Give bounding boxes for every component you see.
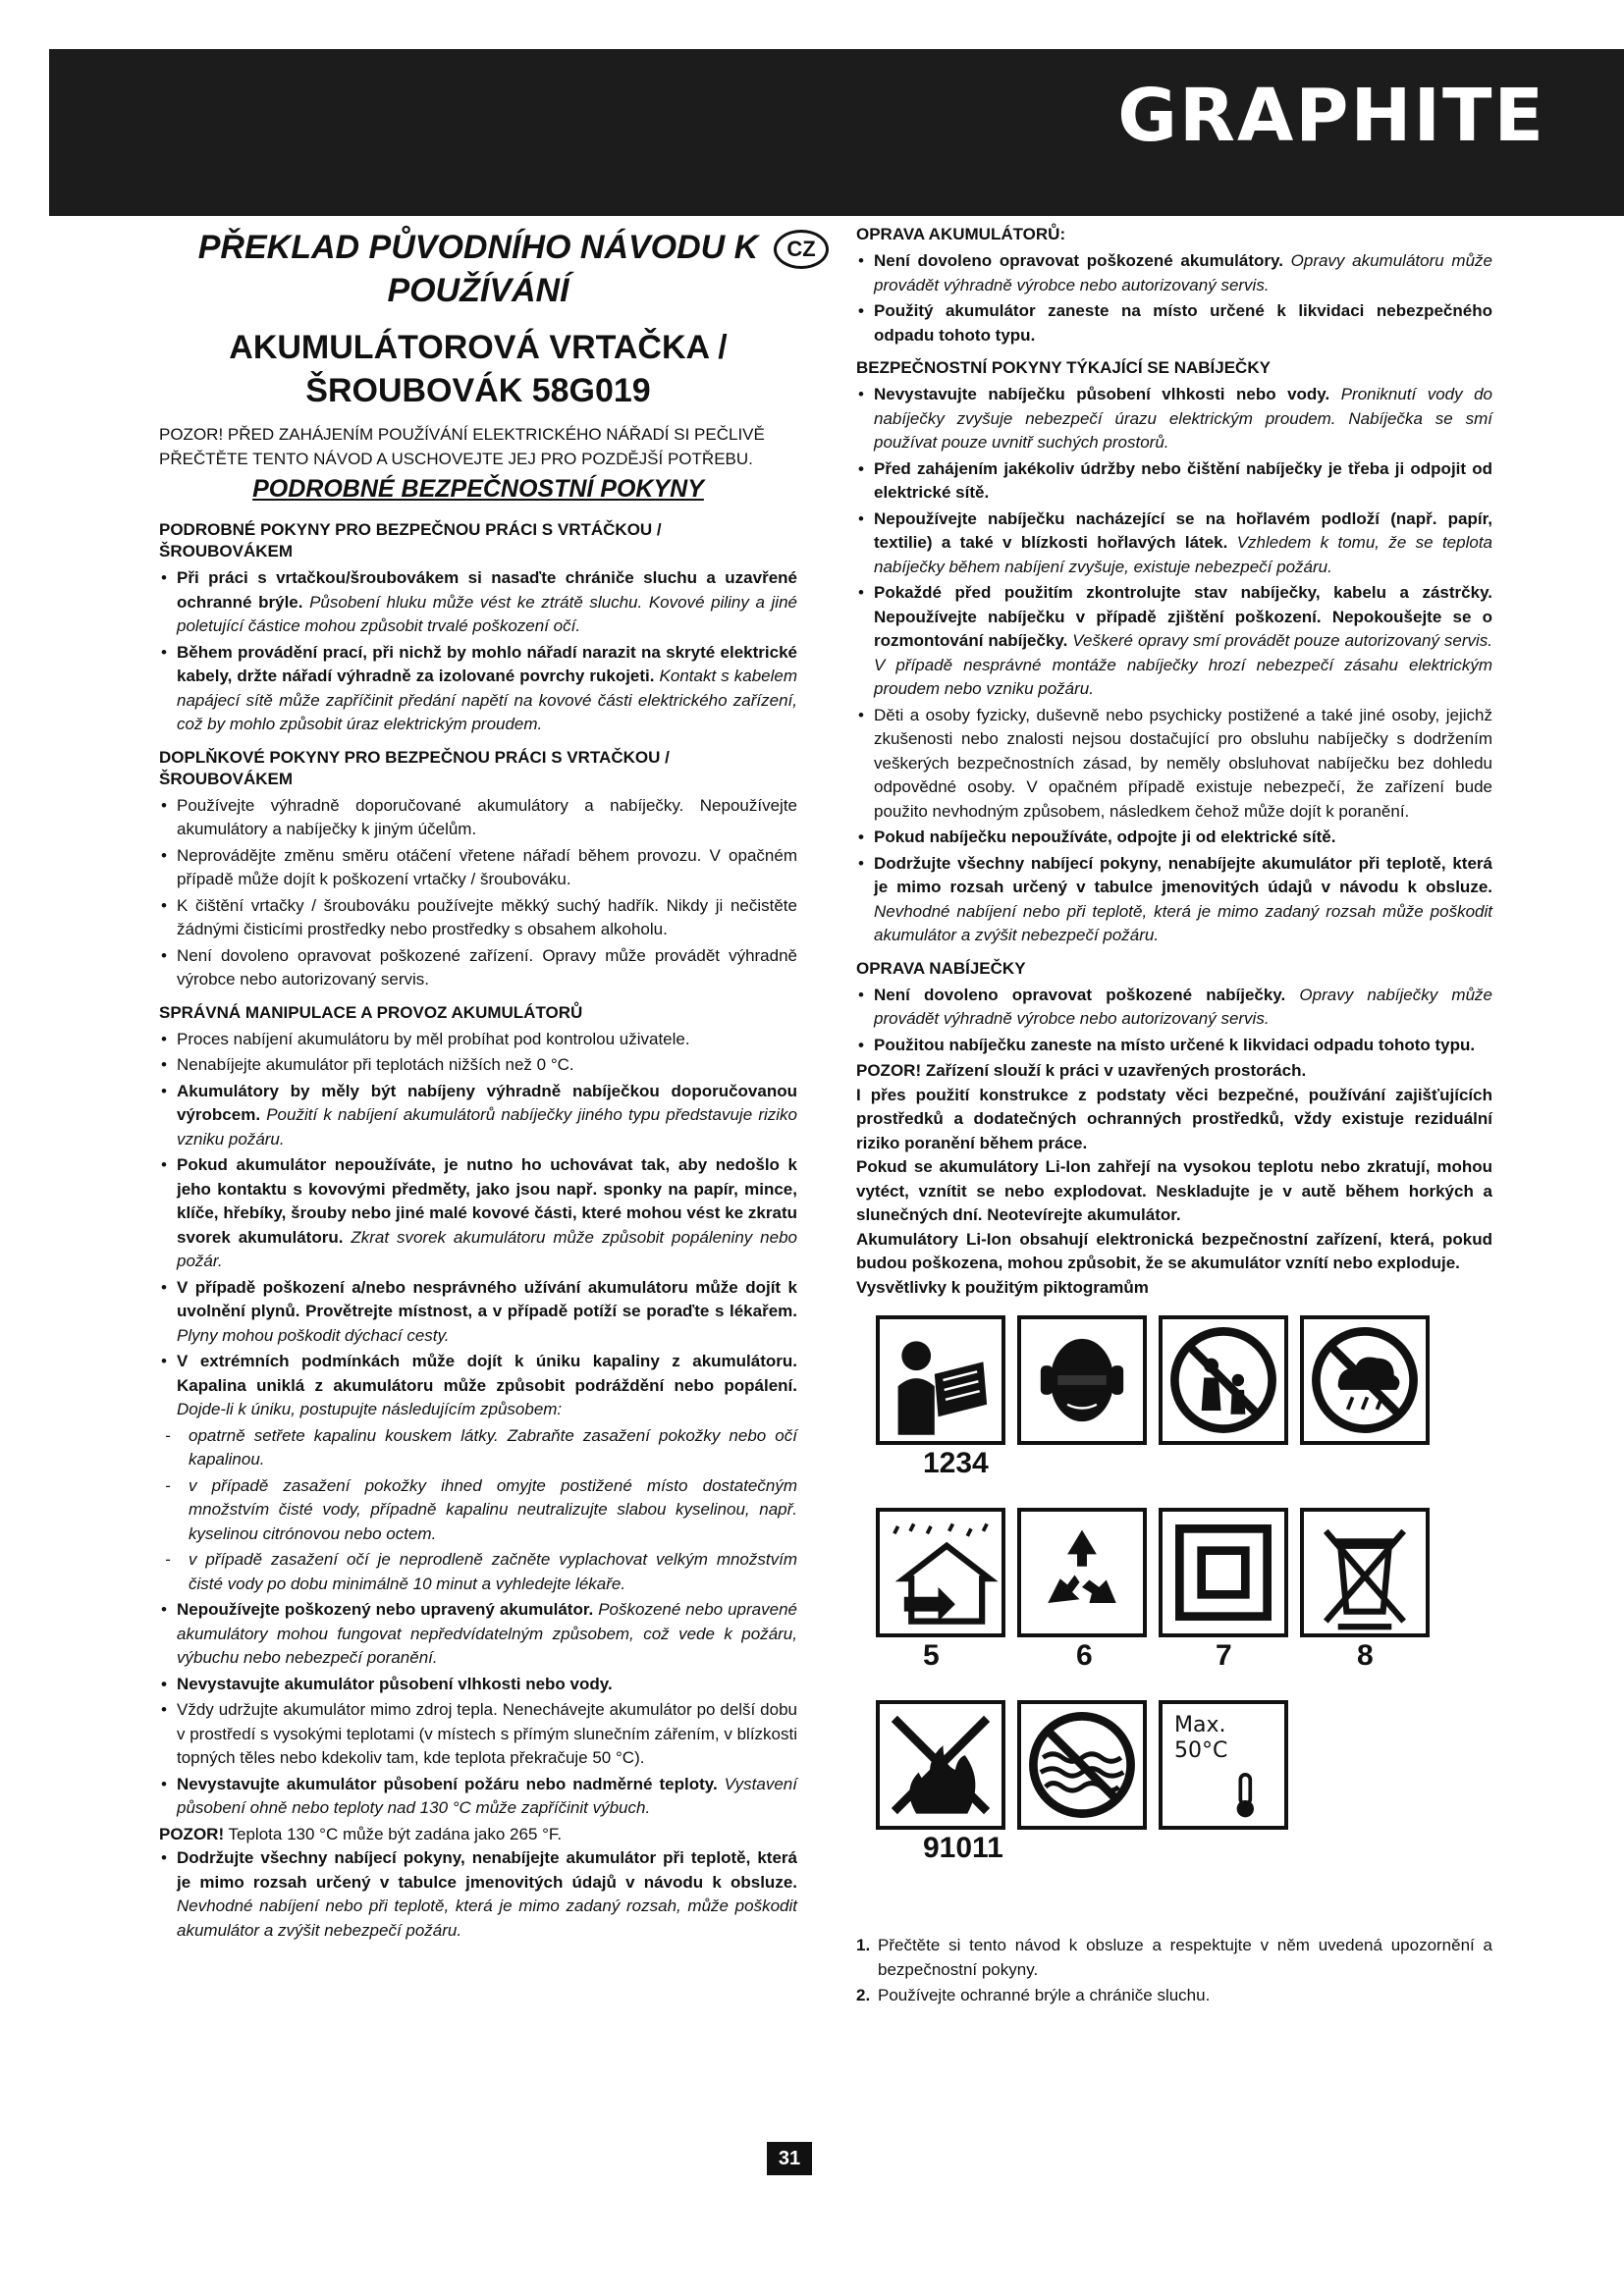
bullet-list [159, 1028, 797, 1821]
picto-label-row3: 91011 [923, 1832, 1003, 1864]
weee-bin-icon [1300, 1508, 1430, 1637]
picto-label-7: 7 [1216, 1639, 1232, 1672]
bullet-list [856, 984, 1492, 1058]
list-subitem: - v případě zasažení očí je neprodleně začněte vyplachovat velkým množstvím čisté vody po dobu minimálně 10 minut a vyhledejte lékaře. [159, 1548, 797, 1596]
read-manual-icon [876, 1315, 1005, 1445]
paragraph: Akumulátory Li-Ion obsahují elektronická bezpečnostní zařízení, která, pokud budou poškozena, mohou způsobit, že se akumulátor vznítí nebo exploduje. [856, 1229, 1492, 1272]
max-label: Max. [1174, 1713, 1226, 1737]
list-item: • Není dovoleno opravovat poškozené akumulátory. Opravy akumulátoru může provádět výhradně výrobce nebo autorizovaný servis. [856, 249, 1492, 297]
paragraph: Pokud se akumulátory Li-Ion zahřejí na vysokou teplotu nebo zkratují, mohou vytéct, vznítit se nebo explodovat. Neskladujte je v autě během horkých a slunečných dní. Neotevírejte akumulátor. [856, 1157, 1492, 1224]
list-item: • Nepoužívejte poškozený nebo upravený akumulátor. Poškozené nebo upravené akumulátory mohou fungovat nepředvídatelným způsobem, což vede k požáru, výbuchu nebo nebezpečí poranění. [159, 1598, 797, 1671]
list-item: • Pokaždé před použitím zkontrolujte stav nabíječky, kabelu a zástrčky. Nepoužívejte nabíječku v případě zjištění poškození. Nepokoušejte se o rozmontování nabíječky. Veškeré opravy smí provádět pouze autorizovaný servis. V případě nesprávné montáže nabíječky hrozí nebezpečí zásahu elektrickým proudem nebo vzniku požáru. [856, 581, 1492, 702]
list-item: • Nevystavujte akumulátor působení vlhkosti nebo vody. [159, 1673, 797, 1697]
section-heading: SPRÁVNÁ MANIPULACE A PROVOZ AKUMULÁTORŮ [159, 1002, 583, 1022]
section-heading: PODROBNÉ POKYNY PRO BEZPEČNOU PRÁCI S VRTÁČKOU / ŠROUBOVÁKEM [159, 520, 662, 561]
warning-intro: POZOR! PŘED ZAHÁJENÍM POUŽÍVÁNÍ ELEKTRICKÉHO NÁŘADÍ SI PEČLIVĚ PŘEČTĚTE TENTO NÁVOD A USCHOVEJTE JEJ PRO POZDĚJŠÍ POTŘEBU. [159, 425, 765, 468]
section-heading: OPRAVA NABÍJEČKY [856, 958, 1026, 978]
bullet-list [159, 794, 797, 992]
bullet-list [856, 249, 1492, 347]
legend-item: 1. Přečtěte si tento návod k obsluze a respektujte v něm uvedená upozornění a bezpečnostní pokyny. [856, 1936, 1492, 1979]
list-item: • Není dovoleno opravovat poškozené zařízení. Opravy může provádět výhradně výrobce nebo autorizovaný servis. [159, 944, 797, 992]
language-badge: CZ [774, 230, 829, 269]
list-item: • Děti a osoby fyzicky, duševně nebo psychicky postižené a také jiné osoby, jejichž zkušenosti nebo znalosti nejsou dostačující pro obsluhu nabíječky s dodržením veškerých bezpečnostních zásad, by neměly obsluhovat nabíječku bez dohledu odpovědné osoby. V opačném případě existuje nebezpečí, že zařízení bude použito nevhodným způsobem, následkem čehož může dojít k poranění. [856, 704, 1492, 825]
goggles-ear-protection-icon [1017, 1315, 1147, 1445]
list-item: • Pokud nabíječku nepoužíváte, odpojte ji od elektrické sítě. [856, 826, 1492, 850]
legend-item: 2. Používejte ochranné brýle a chrániče sluchu. [856, 1986, 1211, 2004]
product-title: AKUMULÁTOROVÁ VRTAČKA / ŠROUBOVÁK 58G019 [229, 329, 728, 409]
picto-label-row1: 1234 [923, 1447, 989, 1479]
left-column [159, 224, 797, 1945]
list-item: • Použitou nabíječku zaneste na místo určené k likvidaci odpadu tohoto typu. [856, 1034, 1492, 1058]
right-column [856, 224, 1492, 2010]
list-item: • Dodržujte všechny nabíjecí pokyny, nenabíjejte akumulátor při teplotě, která je mimo rozsah určený v tabulce jmenovitých údajů v návodu k obsluze. Nevhodné nabíjení nebo při teplotě, která je mimo zadaný rozsah, může poškodit akumulátor a zvýšit nebezpečí požáru. [159, 1846, 797, 1943]
indoor-use-icon [876, 1508, 1005, 1637]
section-heading: DOPLŇKOVÉ POKYNY PRO BEZPEČNOU PRÁCI S VRTAČKOU / ŠROUBOVÁKEM [159, 747, 670, 788]
list-item: • Při práci s vrtačkou/šroubovákem si nasaďte chrániče sluchu a uzavřené ochranné brýle. Působení hluku může vést ke ztrátě sluchu. Kovové piliny a jiné poletující částice mohou způsobit trvalé poškození očí. [159, 566, 797, 639]
list-item: • Nepoužívejte nabíječku nacházející se na hořlavém podloží (např. papír, textilie) a také v blízkosti hořlavých látek. Vzhledem k tomu, že se teplota nabíječky během nabíjení zvyšuje, existuje nebezpečí požáru. [856, 507, 1492, 580]
list-item: • Akumulátory by měly být nabíjeny výhradně nabíječkou doporučovanou výrobcem. Použití k nabíjení akumulátorů nabíječky jiného typu představuje riziko vzniku požáru. [159, 1080, 797, 1152]
no-rain-icon [1300, 1315, 1430, 1445]
paragraph: I přes použití konstrukce z podstaty věci bezpečné, používání zajišťujících prostředků a dodatečných ochranných prostředků, vždy existuje reziduální riziko poranění během práce. [856, 1085, 1492, 1152]
list-item: • Dodržujte všechny nabíjecí pokyny, nenabíjejte akumulátor při teplotě, která je mimo rozsah určený v tabulce jmenovitých údajů v návodu k obsluze. Nevhodné nabíjení nebo při teplotě, která je mimo zadaný rozsah může poškodit akumulátor a zvýšit nebezpečí požáru. [856, 852, 1492, 948]
list-item: • Nevystavujte nabíječku působení vlhkosti nebo vody. Proniknutí vody do nabíječky zvyšuje nebezpečí úrazu elektrickým proudem. Nabíječka se smí používat pouze uvnitř suchých prostorů. [856, 383, 1492, 455]
bullet-list [159, 1846, 797, 1943]
pictogram-legend-heading: Vysvětlivky k použitým piktogramům [856, 1277, 1149, 1297]
list-item: • Použitý akumulátor zaneste na místo určené k likvidaci nebezpečného odpadu tohoto typu. [856, 299, 1492, 347]
section-heading: BEZPEČNOSTNÍ POKYNY TÝKAJÍCÍ SE NABÍJEČKY [856, 358, 1271, 377]
no-fire-icon [876, 1700, 1005, 1830]
list-item: • Nenabíjejte akumulátor při teplotách nižších než 0 °C. [159, 1053, 797, 1078]
temp-label: 50°C [1174, 1738, 1228, 1763]
list-item: • Vždy udržujte akumulátor mimo zdroj tepla. Nenechávejte akumulátor po delší dobu v prostředí s vysokými teplotami (v místech s přímým slunečním zářením, v blízkosti topných těles nebo kdekoliv tam, kde teplota překračuje 50 °C). [159, 1698, 797, 1771]
list-subitem: - opatrně setřete kapalinu kouskem látky. Zabraňte zasažení pokožky nebo očí kapalinou. [159, 1424, 797, 1472]
list-item: • V extrémních podmínkách může dojít k úniku kapaliny z akumulátoru. Kapalina uniklá z akumulátoru může způsobit podráždění nebo popálení. Dojde-li k úniku, postupujte následujícím způsobem: [159, 1350, 797, 1422]
keep-children-away-icon [1159, 1315, 1288, 1445]
list-item: • Není dovoleno opravovat poškozené nabíječky. Opravy nabíječky může provádět výhradně výrobce nebo autorizovaný servis. [856, 984, 1492, 1032]
bullet-list [856, 383, 1492, 948]
list-item: • K čištění vrtačky / šroubováku používejte měkký suchý hadřík. Nikdy ji nečistěte žádnými čisticími prostředky nebo prostředky s obsahem alkoholu. [159, 894, 797, 942]
picto-label-8: 8 [1357, 1639, 1374, 1672]
no-water-immersion-icon [1017, 1700, 1147, 1830]
doc-title: PŘEKLAD PŮVODNÍHO NÁVODU K POUŽÍVÁNÍ [197, 229, 759, 309]
list-item: • Neprovádějte změnu směru otáčení vřetene nářadí během provozu. V opačném případě může dojít k poškození vrtačky / šroubováku. [159, 844, 797, 892]
paragraph: POZOR! Zařízení slouží k práci v uzavřených prostorách. [856, 1061, 1307, 1080]
section-heading: OPRAVA AKUMULÁTORŮ: [856, 225, 1066, 243]
picto-label-5: 5 [923, 1639, 940, 1672]
list-item: • Před zahájením jakékoliv údržby nebo čištění nabíječky je třeba ji odpojit od elektrické sítě. [856, 457, 1492, 506]
list-item: • V případě poškození a/nebo nesprávného užívání akumulátoru může dojít k uvolnění plynů. Provětrejte místnost, a v případě potíží se poraďte s lékařem. Plyny mohou poškodit dýchací cesty. [159, 1276, 797, 1349]
picto-label-6: 6 [1076, 1639, 1093, 1672]
bullet-list [159, 566, 797, 737]
pictogram-grid [856, 1315, 1492, 1914]
list-item: • Nevystavujte akumulátor působení požáru nebo nadměrné teploty. Vystavení působení ohně nebo teploty nad 130 °C může zapříčinit výbuch. [159, 1773, 797, 1821]
recycle-icon [1017, 1508, 1147, 1637]
section-subtitle: PODROBNÉ BEZPEČNOSTNÍ POKYNY [252, 475, 704, 503]
pozor-note: POZOR! Teplota 130 °C může být zadána jako 265 °F. [159, 1824, 563, 1843]
brand-logo: GRAPHITE [1117, 74, 1545, 158]
max-temperature-icon [1159, 1700, 1288, 1830]
list-subitem: - v případě zasažení pokožky ihned omyjte postižené místo dostatečným množstvím čisté vody, případně kapalinu neutralizujte slabou kyselinou, např. kyselinou citrónovou nebo octem. [159, 1474, 797, 1547]
double-insulation-icon [1159, 1508, 1288, 1637]
list-item: • Během provádění prací, při nichž by mohlo nářadí narazit na skryté elektrické kabely, držte nářadí výhradně za izolované povrchy rukojeti. Kontakt s kabelem napájecí sítě může zapříčinit předání napětí na kovové části elektrického zařízení, což by mohlo způsobit úraz elektrickým proudem. [159, 641, 797, 737]
page-number: 31 [767, 2142, 812, 2175]
legend-list [856, 1934, 1492, 2008]
list-item: • Proces nabíjení akumulátoru by měl probíhat pod kontrolou uživatele. [159, 1028, 797, 1052]
list-item: • Používejte výhradně doporučované akumulátory a nabíječky. Nepoužívejte akumulátory a nabíječky k jiným účelům. [159, 794, 797, 842]
list-item: • Pokud akumulátor nepoužíváte, je nutno ho uchovávat tak, aby nedošlo k jeho kontaktu s kovovými předměty, jako jsou např. sponky na papír, mince, klíče, hřebíky, šrouby nebo jiné malé kovové části, které mohou vést ke zkratu svorek akumulátoru. Zkrat svorek akumulátoru může způsobit popáleniny nebo požár. [159, 1153, 797, 1274]
